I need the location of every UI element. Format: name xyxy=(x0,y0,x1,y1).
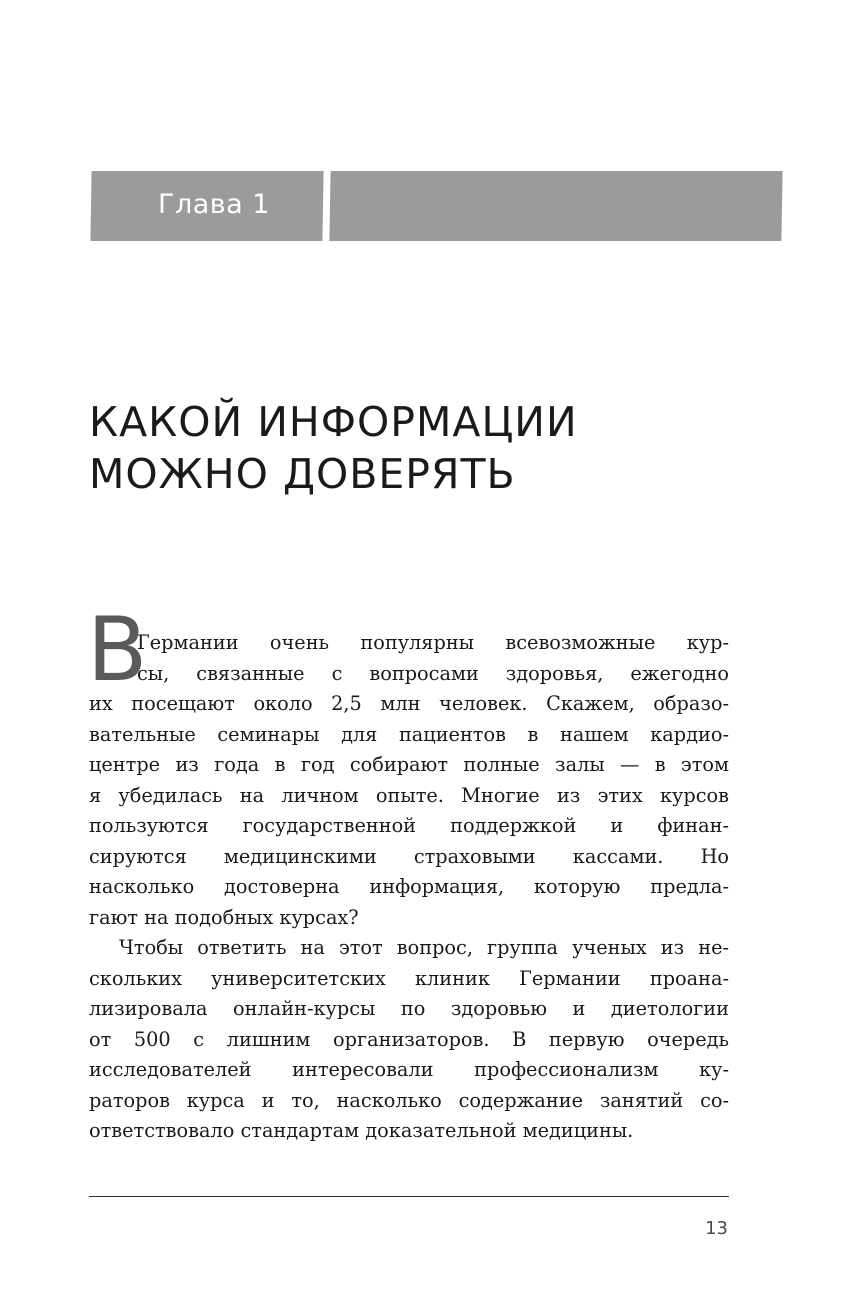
text-line: вательные семинары для пациентов в нашем кардио- xyxy=(89,722,729,746)
text-line: Германии очень популярны всевозможные кур- xyxy=(137,631,729,654)
body-text xyxy=(89,628,729,1147)
text-line: сы, связанные с вопросами здоровья, ежегодно xyxy=(137,661,729,685)
text-line: ответствовало стандартам доказательной медицины. xyxy=(89,1119,634,1142)
text-line: скольких университетских клиник Германии проана- xyxy=(89,966,729,990)
text-line: их посещают около 2,5 млн человек. Скажем, образо- xyxy=(89,692,729,715)
text-line: исследователей интересовали профессионализм ку- xyxy=(89,1058,729,1081)
text-line: сируются медицинскими страховыми кассами. Но xyxy=(89,844,729,868)
text-line: центре из года в год собирают полные залы — в этом xyxy=(89,753,729,776)
text-line: лизировала онлайн-курсы по здоровью и диетологии xyxy=(89,997,729,1020)
footer-divider xyxy=(89,1196,729,1197)
chapter-title-line: МОЖНО ДОВЕРЯТЬ xyxy=(89,450,516,498)
text-line: раторов курса и то, насколько содержание занятий со- xyxy=(89,1088,729,1112)
chapter-label: Глава 1 xyxy=(158,189,270,220)
chapter-title-line: КАКОЙ ИНФОРМАЦИИ xyxy=(89,398,578,446)
chapter-banner-right xyxy=(329,171,782,241)
text-line: я убедилась на личном опыте. Многие из этих курсов xyxy=(89,783,729,807)
text-line: Чтобы ответить на этот вопрос, группа ученых из не- xyxy=(119,936,729,959)
page-number: 13 xyxy=(705,1218,728,1239)
drop-cap: В xyxy=(87,598,148,701)
text-line: пользуются государственной поддержкой и финан- xyxy=(89,814,729,837)
text-line: от 500 с лишним организаторов. В первую очередь xyxy=(89,1027,729,1051)
text-line: насколько достоверна информация, которую предла- xyxy=(89,875,729,898)
text-line: гают на подобных курсах? xyxy=(89,905,359,929)
chapter-title xyxy=(89,396,769,500)
